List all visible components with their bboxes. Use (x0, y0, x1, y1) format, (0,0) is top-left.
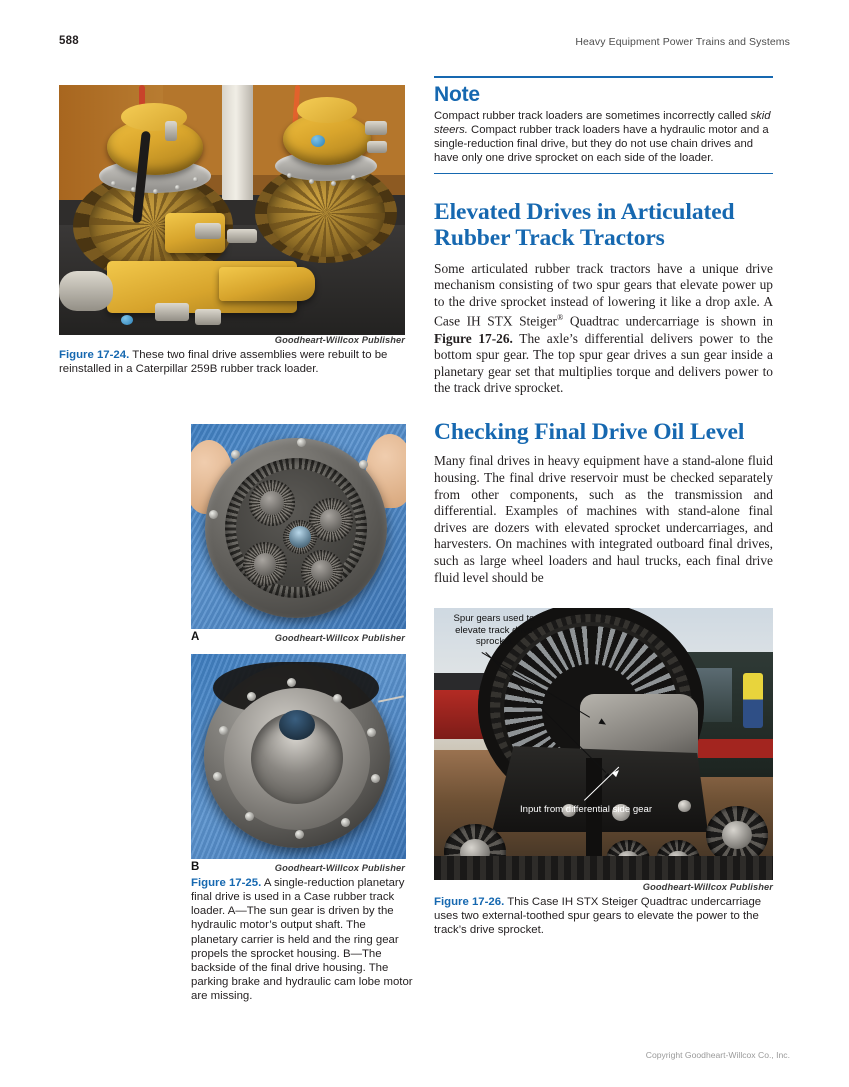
bolt (175, 185, 180, 190)
note-italic-term: skid steers. (434, 110, 771, 136)
section-heading-elevated-drives: Elevated Drives in Articulated Rubber Track Tractors (434, 198, 735, 252)
photo-person-yellow-shirt (743, 673, 763, 727)
figure-17-26-number: Figure 17-26. (434, 896, 505, 909)
hub-top-right (297, 97, 357, 123)
running-head: Heavy Equipment Power Trains and Systems (575, 36, 790, 48)
section-heading-checking-oil: Checking Final Drive Oil Level (434, 418, 745, 445)
figure-17-26-caption (434, 895, 773, 937)
page-number: 588 (59, 35, 79, 47)
note-text-1: Compact rubber track loaders are sometimes incorrectly called (434, 110, 751, 123)
bolt (153, 189, 158, 194)
note-body (434, 110, 773, 166)
bolt (351, 175, 356, 180)
figure-17-25-panel-b-letter: B (191, 861, 200, 874)
figure-17-25-panel-a-image (191, 424, 406, 629)
right-column (434, 76, 773, 937)
left-column (59, 85, 413, 1003)
roller-hub (722, 821, 752, 849)
hydraulic-fitting (195, 309, 221, 325)
copyright-notice: Copyright Goodheart-Willcox Co., Inc. (645, 1050, 790, 1060)
note-title: Note (434, 83, 480, 106)
sun-gear (283, 520, 317, 554)
figure-17-25-caption (191, 876, 413, 1003)
metal-cylinder (59, 271, 113, 311)
figure-17-24-image (59, 85, 405, 335)
planet-pin (254, 553, 277, 576)
note-box (434, 76, 773, 174)
photo-background-pillar (222, 85, 253, 200)
hydraulic-fitting (367, 141, 387, 153)
track-bottom-run (434, 856, 773, 880)
hydraulic-fitting (195, 223, 221, 239)
figure-17-24-number: Figure 17-24. (59, 349, 130, 361)
planet-gear (243, 542, 287, 586)
section-body-elevated-drives (434, 261, 773, 397)
figure-17-24-credit: Goodheart-Willcox Publisher (274, 335, 405, 345)
note-top-rule (434, 76, 773, 78)
bolt (309, 179, 314, 184)
planet-pin (260, 491, 284, 515)
blue-port-cap (311, 135, 325, 147)
figure-17-25-panel-b-credit: Goodheart-Willcox Publisher (274, 863, 405, 874)
annotation-spur-gears: Spur gears used to elevate track drive sprocket (453, 613, 535, 647)
figure-17-26-caption-text: This Case IH STX Steiger Quadtrac undercarriage uses two external-toothed spur gears to elevate the power to the track’s drive sprocket. (434, 896, 762, 937)
bolt (193, 177, 198, 182)
figure-17-25-caption-text: A single-reduction planetary final drive is used in a Case rubber track loader. A—The sun gear is driven by the hydraulic motor’s output shaft. The planetary carrier is held and the ring gear propels the sprocket housing. B—The backside of the final drive housing. The parking brake and hydraulic cam lobe motor are missing. (191, 877, 413, 1002)
hub-top-left (121, 103, 187, 131)
planet-pin (311, 560, 333, 582)
figure-cross-reference: Figure 17-26. (434, 330, 513, 346)
body-text-2: Quadtrac undercarriage is shown in (563, 313, 773, 329)
planet-pin (320, 509, 343, 532)
bolt (331, 181, 336, 186)
figure-17-25-panel-b-image (191, 654, 406, 859)
motor-output-shaft-housing (219, 267, 315, 301)
annotation-differential-input: Input from differential side gear (519, 804, 653, 816)
planet-gear (301, 550, 343, 592)
bolt (111, 181, 116, 186)
figure-17-26-image (434, 608, 773, 880)
note-text-2: Compact rubber track loaders have a hydraulic motor and a single-reduction final drive, but they do not use chain drives and have only one drive sprocket on each side of the loader. (434, 123, 769, 164)
sun-gear-bore (289, 526, 311, 548)
hydraulic-fitting (155, 303, 189, 321)
planet-gear (249, 480, 295, 526)
registered-mark: ® (557, 313, 564, 323)
hydraulic-fitting (365, 121, 387, 135)
figure-17-25-panel-a-letter: A (191, 631, 200, 644)
figure-17-24-caption (59, 348, 405, 376)
photo-red-platform (698, 739, 773, 758)
section-body-checking-oil: Many final drives in heavy equipment have a stand-alone fluid housing. The final drive reservoir must be checked separately from other components, such as the transmission and differential. Examples of machines with stand-alone final drives are dozers with elevated sprocket undercarriages, and harvesters. On machines with integrated outboard final drives, such as large wheel loaders and haul trucks, each final drive fluid level should be (434, 453, 773, 585)
housing-center-opening (279, 710, 315, 740)
figure-17-25-panel-a-credit: Goodheart-Willcox Publisher (274, 633, 405, 644)
hydraulic-fitting (165, 121, 177, 141)
figure-17-24-caption-text: These two final drive assemblies were rebuilt to be reinstalled in a Caterpillar 259B rubber track loader. (59, 349, 388, 376)
hydraulic-fitting (227, 229, 257, 243)
figure-17-25-number: Figure 17-25. (191, 877, 262, 890)
body-text-3: The axle’s differential delivers power to the bottom spur gear. The top spur gear drives a sun gear inside a planetary gear set that multiplies torque and delivers power to the track drive sprocket. (434, 330, 773, 396)
bolt (287, 173, 292, 178)
note-bottom-rule (434, 173, 773, 174)
blue-port-cap (121, 315, 133, 325)
drive-sprocket-right (267, 169, 385, 257)
body-text-1: Some articulated rubber track tractors have a unique drive mechanism consisting of two spur gears that elevate power up to the drive sprocket instead of lowering it like a drop axle. A Case IH STX Steiger (434, 260, 773, 329)
figure-17-26-credit: Goodheart-Willcox Publisher (642, 882, 773, 893)
